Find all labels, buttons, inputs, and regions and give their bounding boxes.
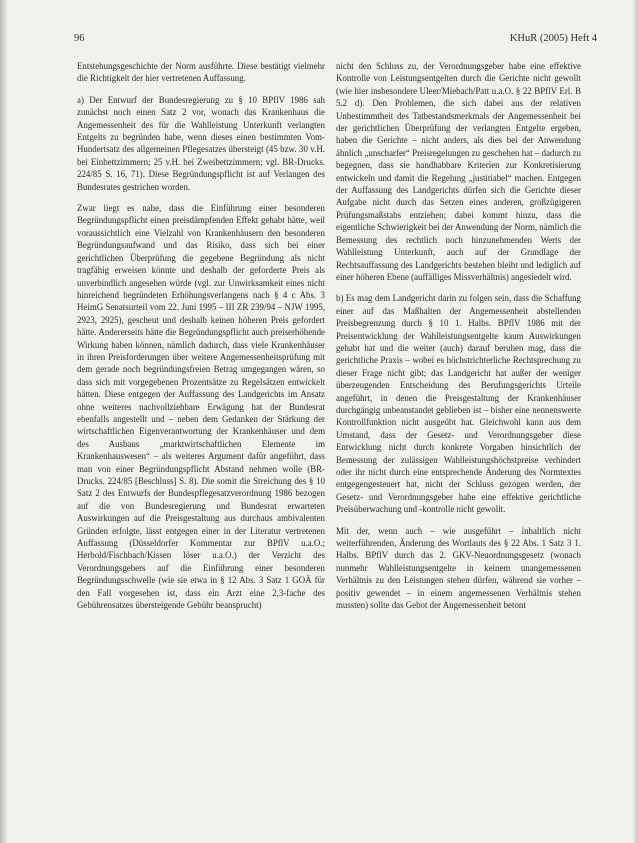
- right-column: [336, 60, 581, 620]
- running-header: [74, 31, 597, 47]
- running-head: KHuR (2005) Heft 4: [509, 33, 597, 44]
- paragraph: Entstehungsgeschichte der Norm ausführte. Diese bestätigt vielmehr die Richtigkeit der hier vertretenen Auffassung.: [77, 61, 325, 84]
- paragraph: b) Es mag dem Landgericht darin zu folgen sein, dass die Schaffung einer auf das Maßhalten der Angemessenheit abstellenden Preisbegrenzung durch § 10 1. Halbs. BPflV 1986 mit der Preisentwicklung der Wahlleistungsentgelte kaum Auswirkungen gehabt hat und die weiter (auch) darauf beruhen mag, dass die gerichtliche Praxis – wobei es höchstrichterliche Rechtsprechung zu dieser Frage nicht gibt; das Landgericht hat außer der weniger überzeugenden Entscheidung des Berufungsgerichts Urteile angeführt, in denen die Preisgestaltung der Krankenhäuser durchgängig unbeanstandet geblieben ist – bisher eine nennenswerte Kontrollfunktion nicht ausgeübt hat. Gleichwohl kann aus dem Umstand, dass der Gesetz- und Verordnungsgeber diese Entwicklung nicht durch konkrete Vorgaben hinsichtlich der Bemessung der zulässigen Wahlleistungshöchstpreise verhindert oder ihr nicht durch eine entsprechende Änderung des Normtextes entgegengesteuert hat, nicht der Schluss gezogen werden, der Gesetz- und Verordnungsgeber habe eine effektive gerichtliche Preisüberwachung und -kontrolle nicht gewollt.: [336, 293, 581, 515]
- left-column: [77, 60, 325, 620]
- paragraph: a) Der Entwurf der Bundesregierung zu § 10 BPflV 1986 sah zunächst noch einen Satz 2 vor, wonach das Krankenhaus die Angemessenheit des für die Wahlleistung Unterkunft verlangten Entgelts zu begründen habe, wenn dieses einen bestimmten Vom-Hundertsatz des allgemeinen Pflegesatzes übersteigt (45 bzw. 30 v.H. bei Einbettzimmern; 25 v.H. bei Zweibettzimmern; vgl. BR-Drucks. 224/85 S. 16, 71). Diese Begründungspflicht ist auf Verlangen des Bundesrates gestrichen worden.: [77, 94, 325, 192]
- paragraph: Mit der, wenn auch – wie ausgeführt – inhaltlich nicht weiterführenden, Änderung des Wortlauts des § 22 Abs. 1 Satz 3 1. Halbs. BPflV durch das 2. GKV-Neuordnungsgesetz (wonach nunmehr Wahlleistungsentgelte in keinem unangemessenen Verhältnis zu den Leistungen stehen dürfen, während sie vorher – positiv gewendet – in einem angemessenen Verhältnis stehen mussten) sollte das Gebot der Angemessenheit betont: [336, 525, 581, 611]
- paragraph: nicht den Schluss zu, der Verordnungsgeber habe eine effektive Kontrolle von Leistungsentgelten durch die Gerichte nicht gewollt (wie hier insbesondere Uleer/Miebach/Patt u.a.O. § 22 BPflV Erl. B 5.2 d). Den Problemen, die sich dabei aus der relativen Unbestimmtheit des Tatbestandsmerkmals der Angemessenheit bei der gerichtlichen Überprüfung der verlangten Entgelte ergeben, haben die Gerichte – nicht anders, als dies bei der Anwendung ähnlich „unscharfer“ Preisregelungen zu geschehen hat – dadurch zu begegnen, dass sie handhabbare Kriterien zur Konkretisierung entwickeln und damit die Regelung „justitiabel“ machen. Entgegen der Auffassung des Landgerichts dürfen sich die Gerichte dieser Aufgabe nicht durch das Setzen eines anderen, großzügigeren Prüfungsmaßstabs entziehen; dabei kommt hinzu, dass die eigentliche Schwierigkeit bei der Anwendung der Norm, nämlich die Bemessung des rechtlich noch hinzunehmenden Werts der Wahlleistung Unterkunft, auch auf der Grundlage der Rechtsauffassung des Landgerichts bestehen bleibt und lediglich auf einer höheren Ebene (auffälliges Missverhältnis) angesiedelt wird.: [336, 61, 581, 282]
- page-number: 96: [74, 33, 85, 44]
- paragraph: Zwar liegt es nahe, dass die Einführung einer besonderen Begründungspflicht einen preisdämpfenden Effekt gehabt hätte, weil voraussichtlich eine Vielzahl von Krankenhäusern den besonderen Begründungsaufwand und das Risiko, dass sich bei einer gerichtlichen Überprüfung die gegebene Begründung als nicht tragfähig erweisen könnte und deshalb der geforderte Preis als unverbindlich angesehen würde (vgl. zur Unwirksamkeit eines nicht hinreichend begründeten Erhöhungsverlangens nach § 4 c Abs. 3 HeimG Senatsurteil vom 22. Juni 1995 – III ZR 239/94 – NJW 1995, 2923, 2925), gescheut und deshalb keinen höheren Preis gefordert hätte. Andererseits hätte die Begründungspflicht auch preiserhöhende Wirkung haben können, nämlich dadurch, dass viele Krankenhäuser in ihren Preisforderungen über weitere Angemessenheitsprüfung mit dem gerade noch begründungsfreien Betrag umgegangen wären, so dass sich mit vorgegebenen Prozentsätze zu Regelsätzen entwickelt hätten. Diese entgegen der Auffassung des Landgerichts im Ansatz ohne weiteres nachvollziehbare Erwägung hat der Bundesrat ebenfalls angestellt und – neben dem Gedanken der Stärkung der wirtschaftlichen Eigenverantwortung der Krankenhäuser und dem des Ausbaus „marktwirtschaftlichen Elemente im Krankenhauswesen“ – als weiteres Argument dafür angeführt, dass man von einer Begründungspflicht Abstand nehmen wolle (BR-Drucks. 224/85 [Beschluss] S. 8). Die somit die Streichung des § 10 Satz 2 des Entwurfs der Bundespflegesatzverordnung 1986 bezogen auf die von Bundesregierung und Bundesrat erwarteten Auswirkungen auf die Preisgestaltung aus durchaus ambivalenten Gründen erfolgte, lässt entgegen einer in der Literatur vertretenen Auffassung (Düsseldorfer Kommentar zur BPflV u.a.O.; Herbold/Fischbach/Kissen löser u.a.O.) der Verzicht des Verordnungsgebers auf die Einführung einer besonderen Begründungsschwelle (wie sie etwa in § 12 Abs. 3 Satz 1 GOÄ für den Fall vorgesehen ist, dass ein Arzt eine 2,3-fache des Gebührensatzes übersteigende Gebühr beansprucht): [77, 203, 325, 611]
